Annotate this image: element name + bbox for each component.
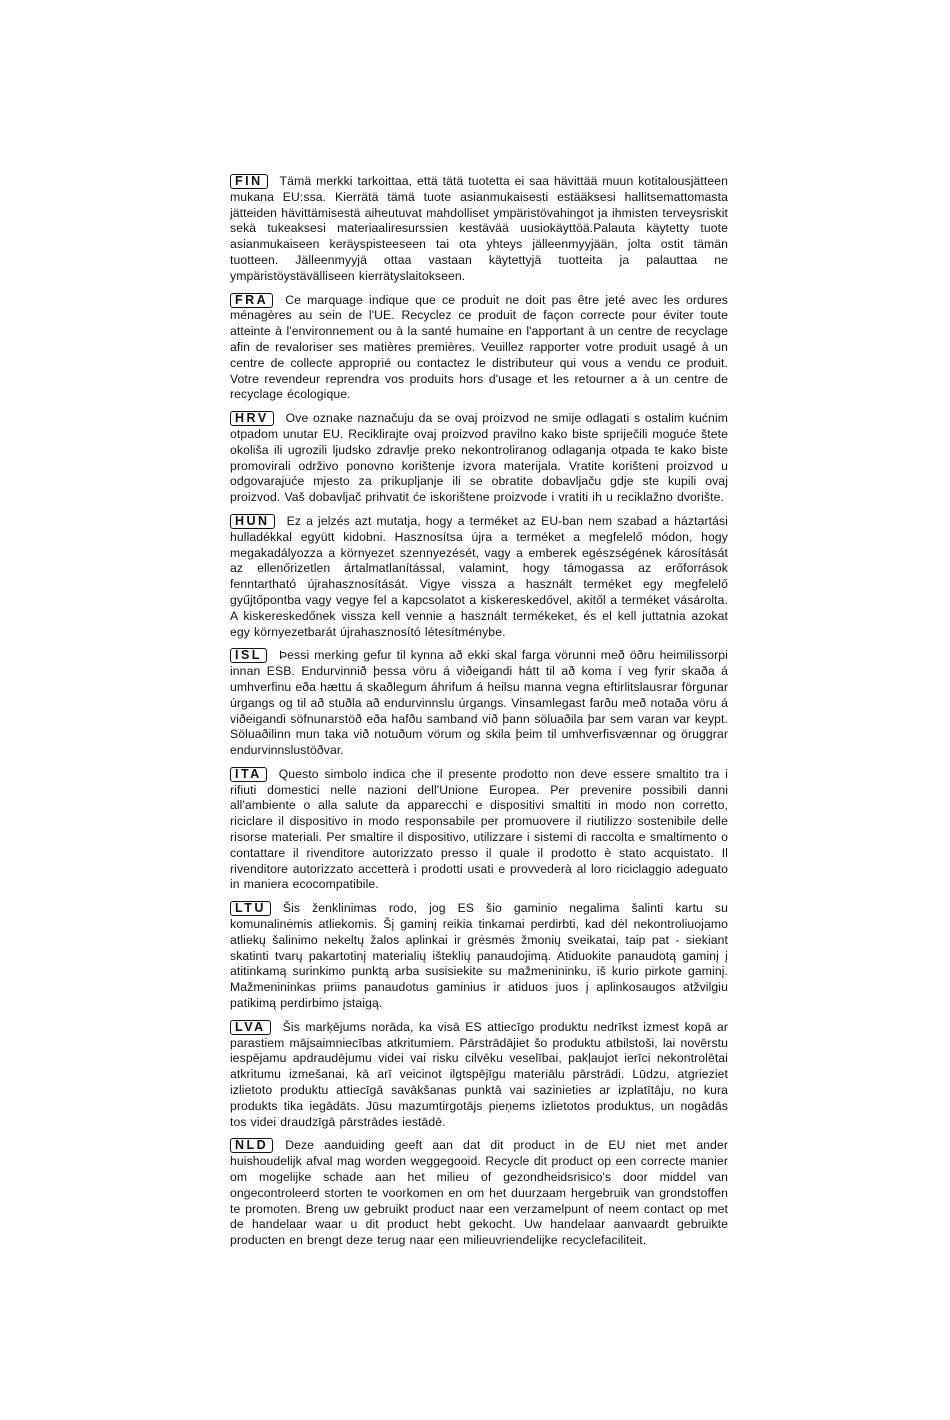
section-hrv: [230, 411, 728, 506]
section-text: Šis marķējums norāda, ka visā ES attiecīgo produktu nedrīkst izmest kopā ar parastiem mājsaimniecības atkritumiem. Pārstrādājiet šo produktu atbilstoši, lai novērstu iespējamu apdraudējumu videi vai risku cilvēku veselībai, pakļaujot ierīci nekontrolētai atkritumu izmešanai, kā arī veicinot ilgtspējīgu materiālu pārstrādi. Lūdzu, atgrieziet izlietoto produktu attiecīgā savākšanas punktā vai sazinieties ar izplatītāju, no kura produkts tika iegādāts. Jūsu mazumtirgotājs pieņems izlietotos produktus, un nogādās tos videi draudzīgā pārstrādes iestādē.: [230, 1019, 728, 1129]
section-nld: [230, 1138, 728, 1249]
section-lva: [230, 1020, 728, 1131]
section-text: Šis ženklinimas rodo, jog ES šio gaminio negalima šalinti kartu su komunalinėmis atliekomis. Šį gaminį reikia tinkamai perdirbti, kad dėl nekontroliuojamo atliekų šalinimo nekeltų žalos aplinkai ir grėsmės žmonių sveikatai, taip pat - siekiant skatinti tvarų pakartotinį materialių išteklių panaudojimą. Atiduokite panaudotą gaminį į atitinkamą surinkimo punktą arba susisiekite su mažmenininku, iš kurio pirkote gaminį. Mažmenininkas priims panaudotus gaminius ir atiduos juos į aplinkosaugos atžvilgiu patikimą perdirbimo įstaigą.: [230, 901, 728, 1011]
language-code-badge: FRA: [230, 293, 273, 308]
section-fin: [230, 174, 728, 285]
section-text: Ez a jelzés azt mutatja, hogy a terméket az EU-ban nem szabad a háztartási hulladékkal együtt kidobni. Hasznosítsa újra a terméket a megfelelő módon, hogy megakadályozza a környezet szennyezését, vagy a emberek egészségének károsítását az ellenőrizetlen ártalmatlanítással, valamint, hogy támogassa az erőforrások fenntartható újrahasznosítását. Vigye vissza a használt terméket egy megfelelő gyűjtőpontba vagy vegye fel a kapcsolatot a kiskereskedővel, akitől a terméket vásárolta. A kiskereskedőnek vissza kell vennie a használt termékeket, és el kell juttatnia azokat egy környezetbarát újrahasznosító létesítménybe.: [230, 513, 728, 639]
section-isl: [230, 648, 728, 759]
section-text: Ove oznake naznačuju da se ovaj proizvod ne smije odlagati s ostalim kućnim otpadom unutar EU. Reciklirajte ovaj proizvod pravilno kako biste spriječili moguće štete okoliša ili ugrozili ljudsko zdravlje preko nekontroliranog odlaganja otpada te kako biste promovirali održivo ponovno korištenje izvora materijala. Vratite korišteni proizvod u odgovarajuće mjesto za prikupljanje ili se obratite dobavljaču gdje ste kupili ovaj proizvod. Vaš dobavljač prihvatit će iskorištene proizvode i vratiti ih u reciklažno dvorište.: [230, 411, 728, 505]
language-code-badge: HUN: [230, 514, 275, 529]
section-text: Þessi merking gefur til kynna að ekki skal farga vörunni með öðru heimilissorpi innan ESB. Endurvinnið þessa vöru á viðeigandi hátt til að koma í veg fyrir skaða á umhverfinu eða hættu á skaðlegum áhrifum á heilsu manna vegna eftirlitslausrar förgunar úrgangs og til að stuðla að endurvinnslu úrgangs. Vinsamlegast farðu með notaða vöru á viðeigandi söfnunarstöð eða hafðu samband við þann söluaðila þar sem varan var keypt. Söluaðilinn mun taka við notuðum vörum og skila þeim til umhverfisvænnar og öruggrar endurvinnslustöðvar.: [230, 648, 728, 758]
language-code-badge: HRV: [230, 411, 274, 426]
section-hun: [230, 514, 728, 640]
language-code-badge: ISL: [230, 648, 267, 663]
language-code-badge: NLD: [230, 1138, 273, 1153]
section-ltu: [230, 901, 728, 1012]
language-code-badge: LVA: [230, 1020, 271, 1035]
language-code-badge: FIN: [230, 174, 268, 189]
language-code-badge: ITA: [230, 767, 267, 782]
section-text: Ce marquage indique que ce produit ne doit pas être jeté avec les ordures ménagères au sein de l'UE. Recyclez ce produit de façon correcte pour éviter toute atteinte à l'environnement ou à la santé humaine en l'apportant à un centre de recyclage afin de revaloriser ses matières premières. Veuillez rapporter votre produit usagé à un centre de collecte approprié ou contactez le distributeur qui vous a vendu ce produit. Votre revendeur reprendra vos produits hors d'usage et les retourner a à un centre de recyclage écologique.: [230, 292, 728, 402]
section-ita: [230, 767, 728, 893]
section-text: Tämä merkki tarkoittaa, että tätä tuotetta ei saa hävittää muun kotitalousjätteen mukana EU:ssa. Kierrätä tämä tuote asianmukaisesti estääksesi hallitsemattomasta jätteiden hävittämisestä aiheutuvat mahdolliset ympäristövahingot ja ihmisten terveysriskit sekä tukeaksesi materiaaliresurssien kestävää uusiokäyttöä.Palauta käytetty tuote asianmukaiseen keräyspisteeseen tai ota yhteys jälleenmyyjään, jolta ostit tämän tuotteen. Jälleenmyyjä ottaa vastaan käytettyjä tuotteita ja palauttaa ne ympäristöystävälliseen kierrätyslaitokseen.: [230, 174, 728, 283]
section-fra: [230, 293, 728, 404]
language-code-badge: LTU: [230, 901, 271, 916]
weee-disposal-notice: [230, 174, 728, 1257]
section-text: Deze aanduiding geeft aan dat dit product in de EU niet met ander huishoudelijk afval mag worden weggegooid. Recycle dit product op een correcte manier om mogelijke schade aan het milieu of gezondheidsrisico's door middel van ongecontroleerd storten te voorkomen en om het duurzaam hergebruik van grondstoffen te promoten. Breng uw gebruikt product naar een verzamelpunt of neem contact op met de handelaar waar u dit product hebt gekocht. Uw handelaar aanvaardt gebruikte producten en brengt deze terug naar een milieuvriendelijke recyclefaciliteit.: [230, 1138, 728, 1248]
section-text: Questo simbolo indica che il presente prodotto non deve essere smaltito tra i rifiuti domestici nelle nazioni dell'Unione Europea. Per prevenire possibili danni all'ambiente o alla salute da apparecchi e dispositivi smaltiti in modo non corretto, riciclare il dispositivo in modo responsabile per promuovere il riutilizzo sostenibile delle risorse materiali. Per smaltire il dispositivo, utilizzare i sistemi di raccolta e smaltimento o contattare il rivenditore autorizzato presso il quale il prodotto è stato acquistato. Il rivenditore autorizzato accetterà i prodotti usati e provvederà al loro riciclaggio adeguato in maniera ecocompatibile.: [230, 766, 728, 892]
